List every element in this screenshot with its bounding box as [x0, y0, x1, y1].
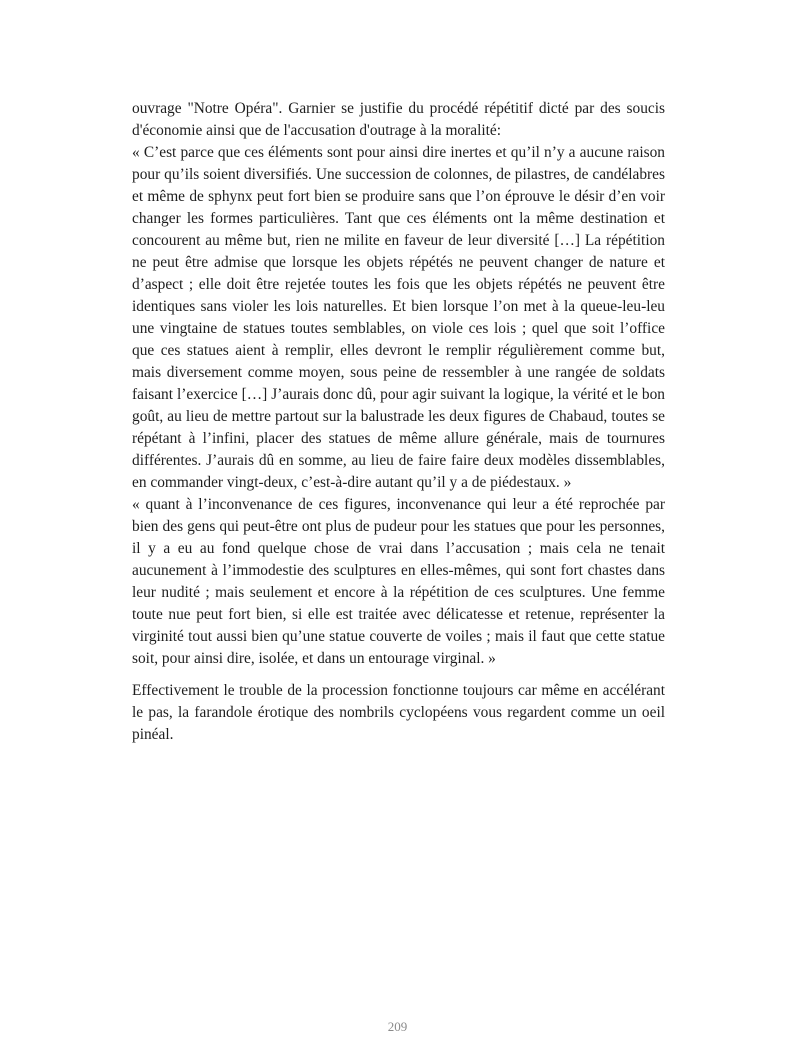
body-text — [132, 98, 665, 746]
quote-paragraph-2: « quant à l’inconvenance de ces figures, inconvenance qui leur a été reprochée par bien des gens qui peut-être ont plus de pudeur pour les statues que pour les personnes, il y a eu au fond quelque chose de vrai dans l’accusation ; mais cela ne tenait aucunement à l’immodestie des sculptures en elles-mêmes, qui sont fort chastes dans leur nudité ; mais seulement et encore à la répétition de ces sculptures. Une femme toute nue peut fort bien, si elle est traitée avec délicatesse et retenue, représenter la virginité tout aussi bien qu’une statue couverte de voiles ; mais il faut que cette statue soit, pour ainsi dire, isolée, et dans un entourage virginal. » — [132, 496, 665, 667]
intro-paragraph: ouvrage "Notre Opéra". Garnier se justifie du procédé répétitif dicté par des soucis d'économie ainsi que de l'accusation d'outrage à la moralité: — [132, 100, 665, 139]
page-number: 209 — [387, 1019, 408, 1034]
quote-paragraph-1: « C’est parce que ces éléments sont pour ainsi dire inertes et qu’il n’y a aucune raison pour qu’ils soient diversifiés. Une succession de colonnes, de pilastres, de candélabres et même de sphynx peut fort bien se produire sans que l’on éprouve le désir d’en voir changer les formes particulières. Tant que ces éléments ont la même destination et concourent au même but, rien ne milite en faveur de leur diversité […] La répétition ne peut être admise que lorsque les objets répétés ne peuvent changer de nature et d’aspect ; elle doit être rejetée toutes les fois que les objets répétés ne peuvent être identiques sans violer les lois naturelles. Et bien lorsque l’on met à la queue-leu-leu une vingtaine de statues toutes semblables, on viole ces lois ; quel que soit l’office que ces statues aient à remplir, elles devront le remplir régulièrement comme but, mais diversement comme moyen, sous peine de ressembler à une rangée de soldats faisant l’exercice […] J’aurais donc dû, pour agir suivant la logique, la vérité et le bon goût, au lieu de mettre partout sur la balustrade les deux figures de Chabaud, toutes se répétant à l’infini, placer des statues de même allure générale, mais de tournures différentes. J’aurais dû en somme, au lieu de faire faire deux modèles dissemblables, en commander vingt-deux, c’est-à-dire autant qu’il y a de piédestaux. » — [132, 144, 665, 491]
closing-paragraph: Effectivement le trouble de la procession fonctionne toujours car même en accélérant le pas, la farandole érotique des nombrils cyclopéens vous regardent comme un oeil pinéal. — [132, 682, 665, 743]
